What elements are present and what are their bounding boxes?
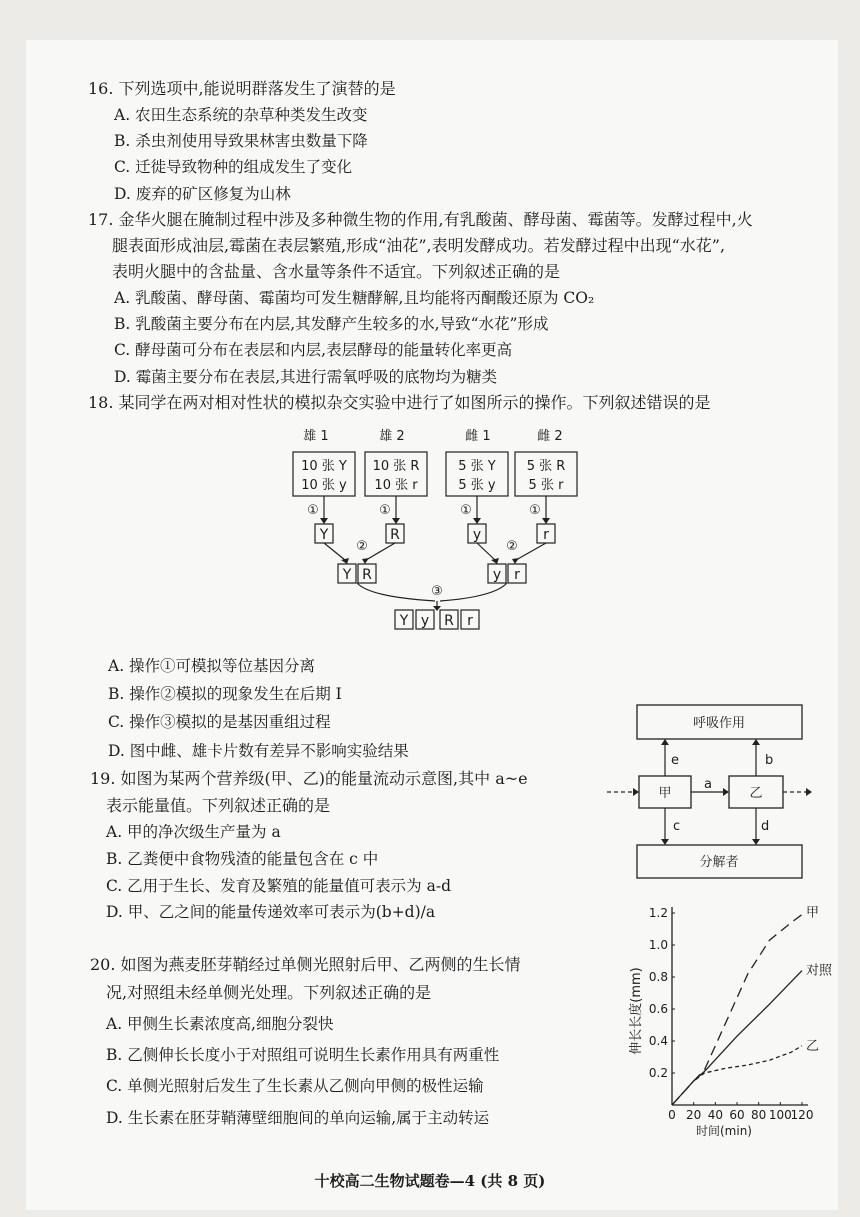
q19-stem-line2: 表示能量值。下列叙述正确的是 [106, 796, 331, 815]
step2-label-right: ② [506, 539, 518, 554]
respiration-label: 呼吸作用 [692, 716, 746, 731]
pair-left-R: R [362, 567, 372, 583]
card-R: R [390, 527, 400, 543]
q20-stem-line2: 况,对照组未经单侧光处理。下列叙述正确的是 [106, 983, 432, 1002]
decomposer-label: 分解者 [699, 855, 739, 870]
chart-y-tick-label: 0.8 [648, 970, 668, 984]
final-Y: Y [399, 613, 409, 629]
q18-hybridization-diagram [280, 425, 600, 635]
card-Y: Y [319, 527, 329, 543]
step2-label-left: ② [356, 539, 368, 554]
q19-energy-flow-diagram [605, 700, 815, 882]
q20-option-b: B. 乙侧伸长长度小于对照组可说明生长素作用具有两重性 [106, 1046, 500, 1064]
q20-option-c: C. 单侧光照射后发生了生长素从乙侧向甲侧的极性运输 [106, 1077, 484, 1095]
q16-option-b: B. 杀虫剂使用导致果林害虫数量下降 [114, 132, 368, 150]
q16-option-d: D. 废弃的矿区修复为山林 [114, 185, 291, 203]
box-title-female2: 雌 2 [537, 429, 563, 444]
final-R: R [444, 613, 454, 629]
chart-x-tick-label: 40 [707, 1108, 723, 1122]
final-r: r [467, 613, 473, 629]
male1-line2: 10 张 y [301, 478, 347, 493]
chart-x-axis-label: 时间(min) [696, 1124, 752, 1138]
chart-y-tick-label: 1.2 [648, 906, 668, 920]
step1-label-d: ① [529, 503, 541, 518]
female2-line1: 5 张 R [526, 459, 566, 474]
q19-option-d: D. 甲、乙之间的能量传递效率可表示为(b+d)/a [106, 903, 436, 921]
yi-label: 乙 [749, 786, 763, 801]
q19-stem-line1: 19. 如图为某两个营养级(甲、乙)的能量流动示意图,其中 a~e [90, 769, 528, 788]
box-title-female1: 雌 1 [465, 429, 491, 444]
q17-option-b: B. 乳酸菌主要分布在内层,其发酵产生较多的水,导致“水花”形成 [114, 315, 549, 333]
q18-option-c: C. 操作③模拟的是基因重组过程 [108, 713, 331, 731]
chart-x-tick-label: 100 [768, 1108, 792, 1122]
flow-c-label: c [673, 819, 681, 834]
chart-x-tick-label: 0 [668, 1108, 676, 1122]
q17-option-c: C. 酵母菌可分布在表层和内层,表层酵母的能量转化率更高 [114, 341, 513, 359]
q20-growth-chart [620, 895, 840, 1145]
flow-d-label: d [761, 819, 770, 834]
chart-series-line [672, 971, 802, 1105]
card-r: r [543, 527, 549, 543]
q18-option-b: B. 操作②模拟的现象发生在后期 I [108, 685, 342, 703]
q16-option-c: C. 迁徙导致物种的组成发生了变化 [114, 158, 353, 176]
chart-y-tick-label: 0.2 [648, 1066, 668, 1080]
q16-option-a: A. 农田生态系统的杂草种类发生改变 [114, 106, 368, 124]
chart-x-tick-label: 20 [686, 1108, 702, 1122]
q17-option-d: D. 霉菌主要分布在表层,其进行需氧呼吸的底物均为糖类 [114, 368, 498, 386]
step1-label-b: ① [379, 503, 391, 518]
q19-option-a: A. 甲的净次级生产量为 a [106, 823, 281, 841]
card-y: y [472, 527, 482, 543]
jia-label: 甲 [658, 786, 672, 801]
q20-stem-line1: 20. 如图为燕麦胚芽鞘经过单侧光照射后甲、乙两侧的生长情 [90, 955, 521, 974]
chart-series-line [672, 1046, 802, 1105]
male2-line1: 10 张 R [372, 459, 420, 474]
q17-stem-line3: 表明火腿中的含盐量、含水量等条件不适宜。下列叙述正确的是 [112, 262, 561, 281]
pair-right-r: r [514, 567, 520, 583]
chart-y-tick-label: 0.4 [648, 1034, 668, 1048]
female2-line2: 5 张 r [528, 478, 564, 493]
q18-option-d: D. 图中雌、雄卡片数有差异不影响实验结果 [108, 742, 409, 760]
chart-y-tick-label: 1.0 [648, 938, 668, 952]
flow-b-label: b [765, 753, 774, 768]
final-y: y [420, 613, 430, 629]
chart-series-label: 甲 [806, 905, 820, 921]
q19-option-c: C. 乙用于生长、发育及繁殖的能量值可表示为 a-d [106, 877, 451, 895]
chart-x-tick-label: 60 [729, 1108, 745, 1122]
chart-series-line [672, 915, 802, 1105]
flow-e-label: e [671, 753, 679, 768]
chart-series-label: 乙 [806, 1038, 820, 1054]
female1-line1: 5 张 Y [458, 459, 496, 474]
q20-option-a: A. 甲侧生长素浓度高,细胞分裂快 [106, 1015, 334, 1033]
chart-x-tick-label: 120 [790, 1108, 814, 1122]
q17-stem-line1: 17. 金华火腿在腌制过程中涉及多种微生物的作用,有乳酸菌、酵母菌、霉菌等。发酵过程中,火 [88, 210, 753, 229]
pair-right-y: y [492, 567, 502, 583]
chart-y-tick-label: 0.6 [648, 1002, 668, 1016]
step1-label-a: ① [307, 503, 319, 518]
male2-line2: 10 张 r [374, 478, 418, 493]
step1-label-c: ① [460, 503, 472, 518]
page-footer: 十校高二生物试题卷—4 (共 8 页) [314, 1172, 546, 1190]
q18-stem: 18. 某同学在两对相对性状的模拟杂交实验中进行了如图所示的操作。下列叙述错误的是 [88, 393, 711, 412]
chart-y-axis-label: 伸长长度(mm) [629, 967, 644, 1055]
q20-option-d: D. 生长素在胚芽鞘薄壁细胞间的单向运输,属于主动转运 [106, 1109, 490, 1127]
flow-a-label: a [704, 777, 712, 792]
male1-line1: 10 张 Y [301, 459, 347, 474]
chart-series-label: 对照 [806, 963, 833, 979]
q16-stem: 16. 下列选项中,能说明群落发生了演替的是 [88, 79, 396, 98]
step3-label: ③ [431, 584, 443, 599]
box-title-male1: 雄 1 [303, 429, 329, 444]
q17-stem-line2: 腿表面形成油层,霉菌在表层繁殖,形成“油花”,表明发酵成功。若发酵过程中出现“水花”, [112, 236, 726, 255]
female1-line2: 5 张 y [458, 478, 496, 493]
q18-option-a: A. 操作①可模拟等位基因分离 [108, 657, 316, 675]
chart-x-tick-label: 80 [751, 1108, 767, 1122]
pair-left-Y: Y [342, 567, 352, 583]
q17-option-a: A. 乳酸菌、酵母菌、霉菌均可发生糖酵解,且均能将丙酮酸还原为 CO₂ [114, 289, 595, 307]
box-title-male2: 雄 2 [379, 429, 405, 444]
q19-option-b: B. 乙粪便中食物残渣的能量包含在 c 中 [106, 850, 379, 868]
